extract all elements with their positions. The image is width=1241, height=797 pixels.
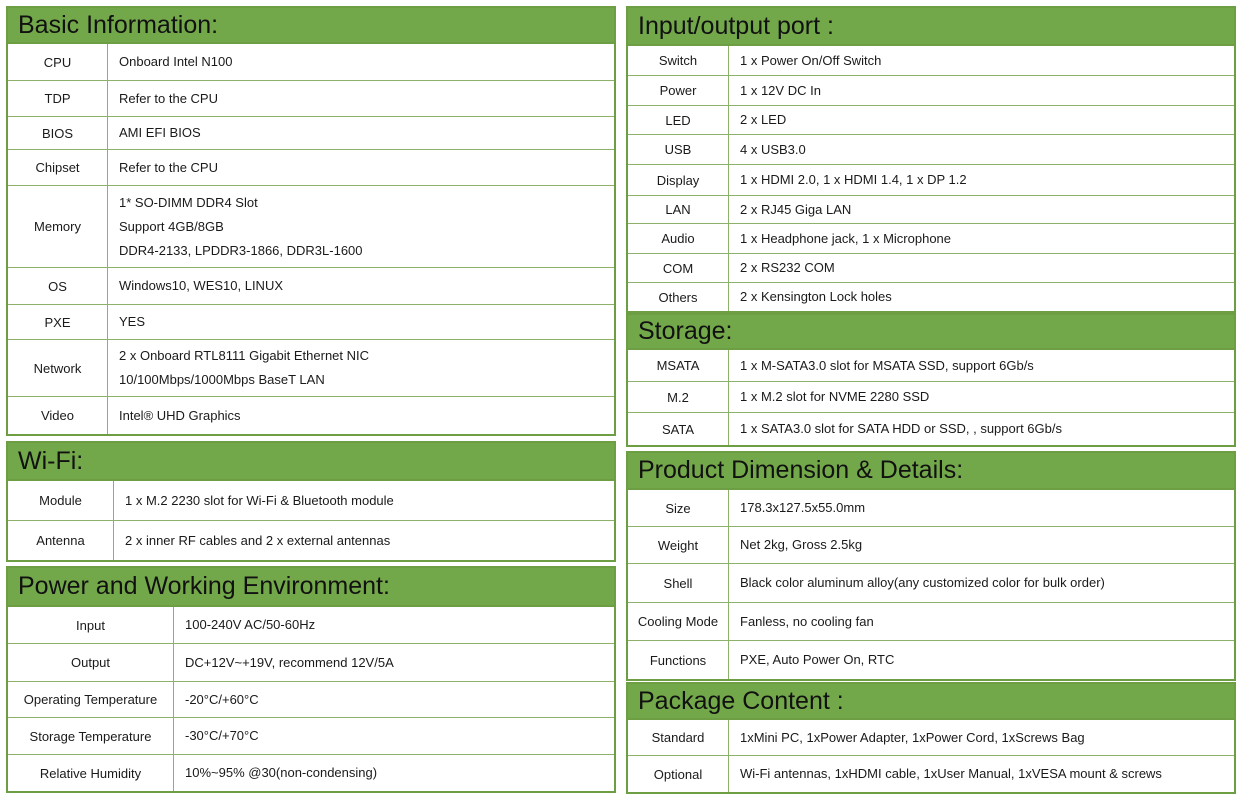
storage-section xyxy=(626,313,1236,447)
spec-value xyxy=(729,106,1234,134)
spec-value-line: Net 2kg, Gross 2.5kg xyxy=(740,537,863,552)
spec-value-line: Refer to the CPU xyxy=(119,90,218,106)
spec-value xyxy=(729,641,1234,679)
spec-label: Relative Humidity xyxy=(8,755,174,791)
spec-value-line: 1xMini PC, 1xPower Adapter, 1xPower Cord, 1xScrews Bag xyxy=(740,729,1085,745)
storage-spec-row xyxy=(628,382,1234,413)
spec-value-line: Intel® UHD Graphics xyxy=(119,407,241,423)
spec-value-line: 1 x 12V DC In xyxy=(740,82,821,98)
spec-value-line: -20°C/+60°C xyxy=(185,691,259,707)
spec-value xyxy=(729,490,1234,526)
dimension-spec-row xyxy=(628,490,1234,527)
package-section xyxy=(626,682,1236,794)
dimension-spec-row xyxy=(628,564,1234,603)
spec-label: PXE xyxy=(8,305,108,339)
spec-label: SATA xyxy=(628,413,729,445)
spec-value xyxy=(729,165,1234,195)
spec-value xyxy=(729,720,1234,755)
storage-section-title: Storage: xyxy=(628,315,1234,350)
power-spec-row xyxy=(8,682,614,718)
spec-value-line: Onboard Intel N100 xyxy=(119,54,233,69)
spec-label: Optional xyxy=(628,756,729,792)
spec-value xyxy=(729,756,1234,792)
spec-value xyxy=(174,755,614,791)
spec-label: CPU xyxy=(8,44,108,80)
spec-value-line: 1 x M.2 2230 slot for Wi-Fi & Bluetooth module xyxy=(125,492,394,508)
spec-value xyxy=(114,521,614,560)
spec-value xyxy=(114,481,614,520)
spec-value xyxy=(174,607,614,643)
io-spec-row xyxy=(628,224,1234,254)
spec-value-line: 100-240V AC/50-60Hz xyxy=(185,617,316,632)
io-spec-row xyxy=(628,254,1234,283)
io-section xyxy=(626,6,1236,313)
basic-spec-row xyxy=(8,268,614,305)
spec-value-line: 1 x M.2 slot for NVME 2280 SSD xyxy=(740,389,930,404)
spec-value xyxy=(108,44,614,80)
basic-spec-row xyxy=(8,44,614,81)
spec-value-line: 1 x HDMI 2.0, 1 x HDMI 1.4, 1 x DP 1.2 xyxy=(740,172,967,187)
spec-value-line: 1* SO-DIMM DDR4 Slot xyxy=(119,194,258,210)
spec-label: USB xyxy=(628,135,729,164)
io-spec-row xyxy=(628,135,1234,165)
spec-value xyxy=(729,382,1234,412)
spec-label: COM xyxy=(628,254,729,282)
basic-spec-row xyxy=(8,340,614,397)
spec-value xyxy=(108,186,614,267)
spec-value xyxy=(729,196,1234,223)
wifi-spec-row xyxy=(8,481,614,521)
io-spec-row xyxy=(628,196,1234,224)
spec-value xyxy=(729,135,1234,164)
spec-label: Storage Temperature xyxy=(8,718,174,754)
spec-label: Shell xyxy=(628,564,729,602)
spec-label: TDP xyxy=(8,81,108,116)
dimension-section-title: Product Dimension & Details: xyxy=(628,453,1234,490)
spec-value-line: 178.3x127.5x55.0mm xyxy=(740,500,866,515)
power-spec-row xyxy=(8,644,614,682)
spec-label: Memory xyxy=(8,186,108,267)
spec-value-line: 2 x inner RF cables and 2 x external antennas xyxy=(125,532,391,548)
spec-value xyxy=(729,254,1234,282)
spec-label: LED xyxy=(628,106,729,134)
io-spec-row xyxy=(628,165,1234,196)
spec-value xyxy=(729,46,1234,75)
package-spec-row xyxy=(628,720,1234,756)
spec-label: Switch xyxy=(628,46,729,75)
spec-value xyxy=(729,350,1234,381)
power-spec-row xyxy=(8,718,614,755)
spec-label: Network xyxy=(8,340,108,396)
spec-label: Video xyxy=(8,397,108,434)
io-spec-row xyxy=(628,283,1234,311)
spec-value-line: 1 x Headphone jack, 1 x Microphone xyxy=(740,230,952,246)
spec-label: Operating Temperature xyxy=(8,682,174,717)
spec-value-line: 10/100Mbps/1000Mbps BaseT LAN xyxy=(119,372,325,387)
wifi-section xyxy=(6,441,616,562)
spec-value xyxy=(174,644,614,681)
spec-value-line: AMI EFI BIOS xyxy=(119,125,201,140)
spec-value xyxy=(108,150,614,185)
spec-value-line: 2 x RJ45 Giga LAN xyxy=(740,201,852,217)
io-spec-row xyxy=(628,76,1234,106)
spec-value xyxy=(108,117,614,149)
basic-spec-row xyxy=(8,186,614,268)
basic-spec-row xyxy=(8,81,614,117)
spec-value-line: Support 4GB/8GB xyxy=(119,218,224,234)
spec-label: Audio xyxy=(628,224,729,253)
spec-value xyxy=(729,527,1234,563)
power-spec-row xyxy=(8,755,614,791)
spec-value xyxy=(729,564,1234,602)
io-spec-row xyxy=(628,46,1234,76)
spec-value-line: Black color aluminum alloy(any customized color for bulk order) xyxy=(740,575,1105,590)
spec-label: Module xyxy=(8,481,114,520)
spec-label: OS xyxy=(8,268,108,304)
spec-value-line: 1 x SATA3.0 slot for SATA HDD or SSD, , support 6Gb/s xyxy=(740,421,1062,436)
spec-label: Output xyxy=(8,644,174,681)
package-spec-row xyxy=(628,756,1234,792)
spec-label: Antenna xyxy=(8,521,114,560)
spec-value xyxy=(729,603,1234,640)
spec-value xyxy=(108,268,614,304)
package-section-title: Package Content : xyxy=(628,684,1234,720)
spec-label: Input xyxy=(8,607,174,643)
spec-value xyxy=(729,76,1234,105)
dimension-spec-row xyxy=(628,527,1234,564)
spec-label: Display xyxy=(628,165,729,195)
basic-section xyxy=(6,6,616,436)
spec-value-line: PXE, Auto Power On, RTC xyxy=(740,652,895,667)
dimension-section xyxy=(626,451,1236,681)
spec-value-line: 2 x Onboard RTL8111 Gigabit Ethernet NIC xyxy=(119,348,370,363)
basic-spec-row xyxy=(8,305,614,340)
spec-value xyxy=(108,81,614,116)
dimension-spec-row xyxy=(628,603,1234,641)
spec-label: Functions xyxy=(628,641,729,679)
spec-label: Cooling Mode xyxy=(628,603,729,640)
dimension-spec-row xyxy=(628,641,1234,679)
spec-label: Weight xyxy=(628,527,729,563)
spec-label: LAN xyxy=(628,196,729,223)
spec-value xyxy=(174,718,614,754)
spec-value-line: 1 x M-SATA3.0 slot for MSATA SSD, support 6Gb/s xyxy=(740,357,1034,373)
spec-value-line: Fanless, no cooling fan xyxy=(740,613,874,629)
power-section-title: Power and Working Environment: xyxy=(8,568,614,607)
spec-value xyxy=(174,682,614,717)
spec-label: Size xyxy=(628,490,729,526)
spec-label: BIOS xyxy=(8,117,108,149)
spec-value xyxy=(729,413,1234,445)
spec-label: Others xyxy=(628,283,729,311)
spec-value xyxy=(729,283,1234,311)
spec-label: MSATA xyxy=(628,350,729,381)
spec-value-line: YES xyxy=(119,314,146,329)
spec-label: Chipset xyxy=(8,150,108,185)
wifi-section-title: Wi-Fi: xyxy=(8,443,614,481)
spec-value xyxy=(108,340,614,396)
storage-spec-row xyxy=(628,413,1234,445)
spec-value-line: 2 x Kensington Lock holes xyxy=(740,289,892,304)
spec-value-line: DDR4-2133, LPDDR3-1866, DDR3L-1600 xyxy=(119,242,363,258)
basic-spec-row xyxy=(8,117,614,150)
spec-value xyxy=(729,224,1234,253)
spec-value-line: 2 x RS232 COM xyxy=(740,260,835,275)
spec-value-line: Windows10, WES10, LINUX xyxy=(119,278,284,293)
spec-label: Standard xyxy=(628,720,729,755)
basic-spec-row xyxy=(8,397,614,434)
spec-value-line: DC+12V~+19V, recommend 12V/5A xyxy=(185,654,394,670)
io-section-title: Input/output port : xyxy=(628,8,1234,46)
spec-label: Power xyxy=(628,76,729,105)
storage-spec-row xyxy=(628,350,1234,382)
spec-label: M.2 xyxy=(628,382,729,412)
spec-value-line: 4 x USB3.0 xyxy=(740,141,806,157)
basic-section-title: Basic Information: xyxy=(8,8,614,44)
io-spec-row xyxy=(628,106,1234,135)
spec-value-line: 1 x Power On/Off Switch xyxy=(740,52,882,68)
spec-value-line: 10%~95% @30(non-condensing) xyxy=(185,765,378,780)
spec-value xyxy=(108,305,614,339)
spec-value-line: 2 x LED xyxy=(740,112,787,127)
spec-value xyxy=(108,397,614,434)
power-section xyxy=(6,566,616,793)
wifi-spec-row xyxy=(8,521,614,560)
spec-value-line: Refer to the CPU xyxy=(119,159,218,175)
basic-spec-row xyxy=(8,150,614,186)
spec-value-line: -30°C/+70°C xyxy=(185,728,259,743)
power-spec-row xyxy=(8,607,614,644)
spec-value-line: Wi-Fi antennas, 1xHDMI cable, 1xUser Manual, 1xVESA mount & screws xyxy=(740,766,1162,781)
